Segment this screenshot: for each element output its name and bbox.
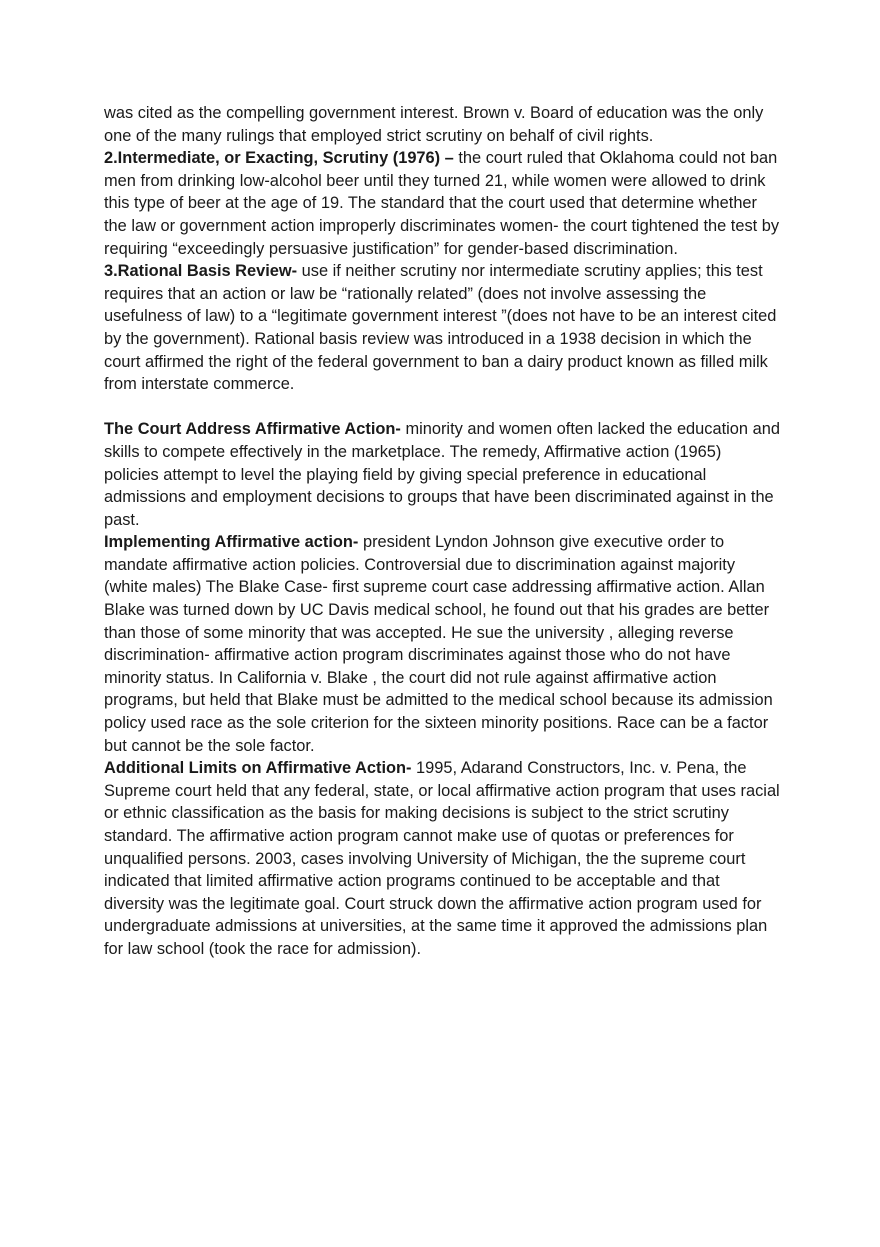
paragraph-heading: Implementing Affirmative action- — [104, 533, 359, 552]
paragraph-rational-basis-review — [104, 260, 780, 396]
paragraph-heading: 2.Intermediate, or Exacting, Scrutiny (1976) – — [104, 149, 454, 168]
document-body — [104, 102, 780, 961]
paragraph-text: use if neither scrutiny nor intermediate scrutiny applies; this test requires that an action or law be “rationally related” (does not involve assessing the usefulness of law) to a “legitimate government interest ”(does not have to be an interest cited by the government). Rational basis review was introduced in a 1938 decision in which the court affirmed the right of the federal government to ban a dairy product known as filled milk from interstate commerce. — [104, 262, 777, 394]
paragraph-heading: 3.Rational Basis Review- — [104, 262, 298, 281]
paragraph-text: 1995, Adarand Constructors, Inc. v. Pena, the Supreme court held that any federal, state, or local affirmative action program that uses racial or ethnic classification as the basis for making decisions is subject to the strict scrutiny standard. The affirmative action program cannot make use of quotas or preferences for unqualified persons. 2003, cases involving University of Michigan, the the supreme court indicated that limited affirmative action programs continued to be acceptable and that diversity was the legitimate goal. Court struck down the affirmative action program used for undergraduate admissions at universities, at the same time it approved the admissions plan for law school (took the race for admission). — [104, 759, 780, 958]
paragraph-court-affirmative-action — [104, 418, 780, 531]
paragraph-text: was cited as the compelling government interest. Brown v. Board of education was the only one of the many rulings that employed strict scrutiny on behalf of civil rights. — [104, 104, 764, 145]
paragraph-text: president Lyndon Johnson give executive order to mandate affirmative action policies. Controversial due to discrimination against majority (white males) The Blake Case- first supreme court case addressing affirmative action. Allan Blake was turned down by UC Davis medical school, he found out that his grades are better than those of some minority that was accepted. He sue the university , alleging reverse discrimination- affirmative action program discriminates against those who do not have minority status. In California v. Blake , the court did not rule against affirmative action programs, but held that Blake must be admitted to the medical school because its admission policy used race as the sole criterion for the sixteen minority positions. Race can be a factor but cannot be the sole factor. — [104, 533, 773, 755]
paragraph-additional-limits — [104, 757, 780, 960]
paragraph-spacer — [104, 396, 780, 419]
paragraph-text: the court ruled that Oklahoma could not ban men from drinking low-alcohol beer until they turned 21, while women were allowed to drink this type of beer at the age of 19. The standard that the court used that determine whether the law or government action improperly discriminates women- the court tightened the test by requiring “exceedingly persuasive justification” for gender-based discrimination. — [104, 149, 780, 258]
paragraph-implementing-affirmative-action — [104, 531, 780, 757]
paragraph-strict-scrutiny-continued — [104, 102, 780, 147]
paragraph-text: minority and women often lacked the education and skills to compete effectively in the marketplace. The remedy, Affirmative action (1965) policies attempt to level the playing field by giving special preference in educational admissions and employment decisions to groups that have been discriminated against in the past. — [104, 420, 780, 529]
paragraph-heading: Additional Limits on Affirmative Action- — [104, 759, 412, 778]
paragraph-intermediate-scrutiny — [104, 147, 780, 260]
paragraph-heading: The Court Address Affirmative Action- — [104, 420, 401, 439]
